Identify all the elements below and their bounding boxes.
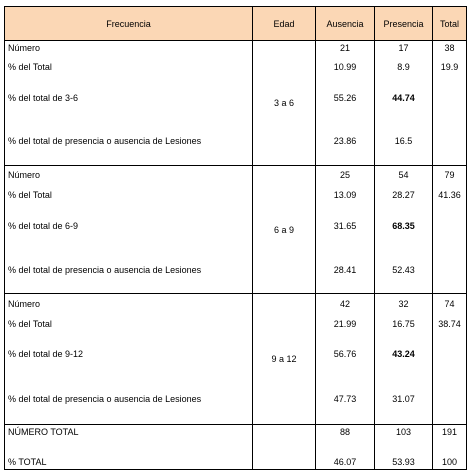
presencia-value: 44.74 bbox=[375, 79, 433, 118]
ausencia-value: 42 bbox=[316, 294, 375, 314]
total-pct-total: 100 bbox=[433, 449, 467, 470]
presencia-value: 54 bbox=[375, 166, 433, 185]
ausencia-value: 21.99 bbox=[316, 314, 375, 334]
row-label: Número bbox=[5, 41, 253, 56]
row-label: Número bbox=[5, 294, 253, 314]
table-row bbox=[5, 41, 467, 56]
presencia-value: 32 bbox=[375, 294, 433, 314]
total-number-label: NÚMERO TOTAL bbox=[5, 425, 253, 449]
total-percent-label: % TOTAL bbox=[5, 449, 253, 470]
header-row bbox=[5, 7, 467, 41]
table-row bbox=[5, 118, 467, 166]
table-row bbox=[5, 314, 467, 334]
table-row bbox=[5, 375, 467, 425]
table-row bbox=[5, 247, 467, 294]
presencia-value: 16.75 bbox=[375, 314, 433, 334]
total-value: 19.9 bbox=[433, 56, 467, 79]
total-value bbox=[433, 206, 467, 247]
ausencia-value: 21 bbox=[316, 41, 375, 56]
total-value bbox=[433, 118, 467, 166]
presencia-value: 52.43 bbox=[375, 247, 433, 294]
header-presencia: Presencia bbox=[375, 7, 433, 41]
presencia-value: 28.27 bbox=[375, 185, 433, 206]
total-value bbox=[433, 375, 467, 425]
ausencia-value: 31.65 bbox=[316, 206, 375, 247]
table-row bbox=[5, 166, 467, 185]
table-row bbox=[5, 294, 467, 314]
row-label: % del total de presencia o ausencia de Lesiones bbox=[5, 247, 253, 294]
table-row bbox=[5, 56, 467, 79]
row-label: % del total de presencia o ausencia de Lesiones bbox=[5, 375, 253, 425]
table-row bbox=[5, 185, 467, 206]
ausencia-value: 10.99 bbox=[316, 56, 375, 79]
table-row bbox=[5, 79, 467, 118]
total-value bbox=[433, 247, 467, 294]
presencia-value: 31.07 bbox=[375, 375, 433, 425]
row-label: % del total de 6-9 bbox=[5, 206, 253, 247]
total-pct-ausencia: 46.07 bbox=[316, 449, 375, 470]
presencia-value: 16.5 bbox=[375, 118, 433, 166]
total-value: 41.36 bbox=[433, 185, 467, 206]
ausencia-value: 55.26 bbox=[316, 79, 375, 118]
header-edad: Edad bbox=[253, 7, 316, 41]
age-cell: 3 a 6 bbox=[253, 41, 316, 166]
header-frecuencia: Frecuencia bbox=[5, 7, 253, 41]
presencia-value: 8.9 bbox=[375, 56, 433, 79]
header-total: Total bbox=[433, 7, 467, 41]
ausencia-value: 28.41 bbox=[316, 247, 375, 294]
row-label: % del total de presencia o ausencia de Lesiones bbox=[5, 118, 253, 166]
ausencia-value: 47.73 bbox=[316, 375, 375, 425]
row-label: % del total de 3-6 bbox=[5, 79, 253, 118]
total-pct-presencia: 53.93 bbox=[375, 449, 433, 470]
ausencia-value: 56.76 bbox=[316, 334, 375, 375]
table-row bbox=[5, 206, 467, 247]
presencia-value: 43.24 bbox=[375, 334, 433, 375]
row-label: % del Total bbox=[5, 56, 253, 79]
table-row bbox=[5, 334, 467, 375]
age-cell: 9 a 12 bbox=[253, 294, 316, 425]
row-label: Número bbox=[5, 166, 253, 185]
ausencia-value: 13.09 bbox=[316, 185, 375, 206]
row-label: % del total de 9-12 bbox=[5, 334, 253, 375]
presencia-value: 68.35 bbox=[375, 206, 433, 247]
presencia-value: 17 bbox=[375, 41, 433, 56]
age-cell-empty bbox=[253, 425, 316, 470]
total-presencia: 103 bbox=[375, 425, 433, 449]
total-value bbox=[433, 79, 467, 118]
total-value: 38 bbox=[433, 41, 467, 56]
total-value: 74 bbox=[433, 294, 467, 314]
total-number-row bbox=[5, 425, 467, 449]
frequency-table bbox=[4, 6, 467, 470]
row-label: % del Total bbox=[5, 314, 253, 334]
header-ausencia: Ausencia bbox=[316, 7, 375, 41]
ausencia-value: 23.86 bbox=[316, 118, 375, 166]
age-cell: 6 a 9 bbox=[253, 166, 316, 294]
total-value: 79 bbox=[433, 166, 467, 185]
ausencia-value: 25 bbox=[316, 166, 375, 185]
total-percent-row bbox=[5, 449, 467, 470]
total-ausencia: 88 bbox=[316, 425, 375, 449]
row-label: % del Total bbox=[5, 185, 253, 206]
total-value: 38.74 bbox=[433, 314, 467, 334]
total-value bbox=[433, 334, 467, 375]
total-total: 191 bbox=[433, 425, 467, 449]
